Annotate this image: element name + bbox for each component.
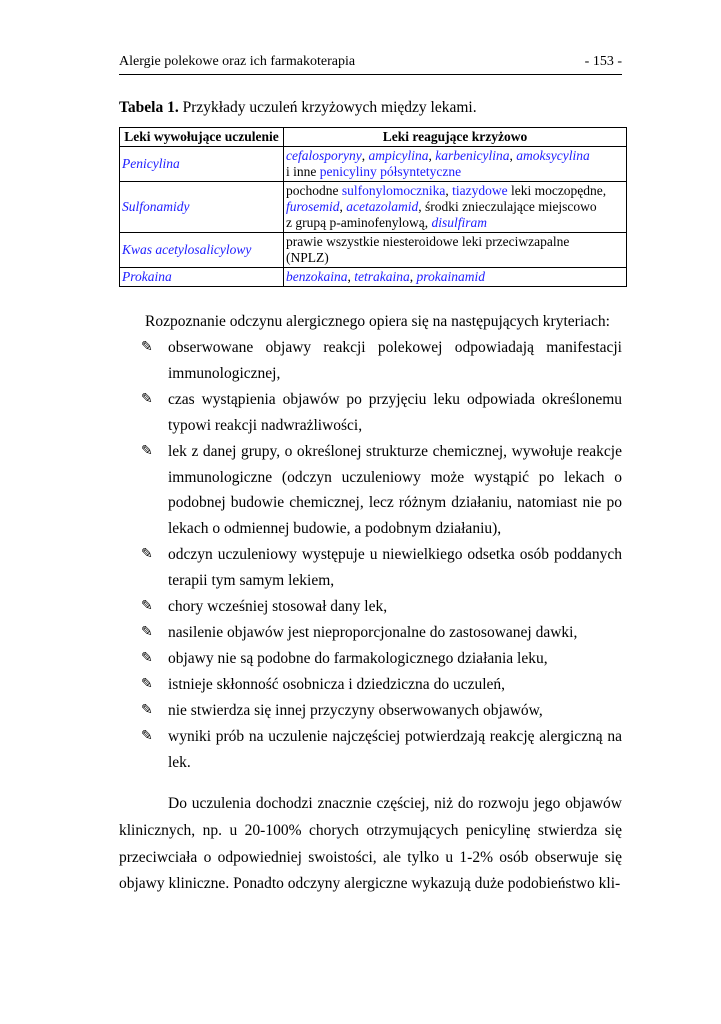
list-item xyxy=(119,672,622,698)
drug-link: tetrakaina xyxy=(354,269,410,284)
list-item xyxy=(119,594,622,620)
table-caption-text: Przykłady uczuleń krzyżowych między lekami. xyxy=(178,99,477,116)
separator: , xyxy=(428,148,436,163)
pencil-bullet-icon: ✎ xyxy=(141,390,153,407)
header-title: Alergie polekowe oraz ich farmakoterapia xyxy=(119,54,356,69)
drug-link: amoksycylina xyxy=(516,148,590,163)
drug-cell: Prokaina xyxy=(120,268,284,287)
table-caption-label: Tabela 1. xyxy=(119,99,179,116)
criterion-text: nie stwierdza się innej przyczyny obserwowanych objawów, xyxy=(168,701,543,719)
reaction-cell xyxy=(284,268,627,287)
reaction-cell xyxy=(284,233,627,268)
list-item xyxy=(119,439,622,543)
cell-text: (NPLZ) xyxy=(286,250,329,265)
table-caption xyxy=(119,99,477,117)
list-item xyxy=(119,620,622,646)
drug-link: penicyliny półsyntetyczne xyxy=(319,164,462,179)
separator: , xyxy=(445,183,453,198)
criterion-text: obserwowane objawy reakcji polekowej odpowiadają manifestacji immunologicznej, xyxy=(168,339,622,382)
list-item xyxy=(119,387,622,439)
criterion-text: objawy nie są podobne do farmakologicznego działania leku, xyxy=(168,649,548,667)
drug-link: acetazolamid xyxy=(346,199,419,214)
pencil-bullet-icon: ✎ xyxy=(141,649,153,666)
cell-text: prawie wszystkie niesteroidowe leki przeciwzapalne xyxy=(286,234,570,249)
separator: , xyxy=(409,269,417,284)
table-row xyxy=(120,268,627,287)
criterion-text: czas wystąpienia objawów po przyjęciu leku odpowiada określonemu typowi reakcji nadwrażliwości, xyxy=(168,390,622,434)
body-text xyxy=(119,308,622,913)
drug-cell: Kwas acetylosalicylowy xyxy=(120,233,284,268)
list-item xyxy=(119,698,622,724)
drug-link: tiazydowe xyxy=(452,183,508,198)
criterion-text: istnieje skłonność osobnicza i dziedziczna do uczuleń, xyxy=(168,675,506,693)
pencil-bullet-icon: ✎ xyxy=(141,442,153,459)
cell-text: , środki znieczulające miejscowo xyxy=(418,199,597,214)
criteria-list xyxy=(119,335,622,775)
criterion-text: wyniki prób na uczulenie najczęściej potwierdzają reakcję alergiczną na lek. xyxy=(168,727,622,771)
criterion-text: nasilenie objawów jest nieproporcjonalne do zastosowanej dawki, xyxy=(168,623,578,641)
separator: , xyxy=(361,148,369,163)
running-header xyxy=(119,52,622,75)
drug-link: sulfonylomocznika xyxy=(341,183,446,198)
criterion-text: chory wcześniej stosował dany lek, xyxy=(168,598,388,616)
body-paragraph: Do uczulenia dochodzi znacznie częściej, niż do rozwoju jego objawów klinicznych, np. u 20-100% chorych otrzymujących penicylinę stwierdza się przeciwciała o odpowiedniej swoistości, ale tylko u 1-2% osób obserwuje się objawy kliniczne. Ponadto odczyny alergiczne wykazują duże podobieństwo kli- xyxy=(119,795,622,893)
column-header-inducing-drugs: Leki wywołujące uczulenie xyxy=(120,128,284,147)
pencil-bullet-icon: ✎ xyxy=(141,727,153,744)
drug-cell: Sulfonamidy xyxy=(120,182,284,233)
criterion-text: lek z danej grupy, o określonej strukturze chemicznej, wywołuje reakcje immunologiczne (odczyn uczuleniowy może wystąpić po lekach o podobnej budowie chemicznej, lecz różnym działaniu, natomiast nie po lekach o odmiennej budowie, a podobnym działaniu), xyxy=(168,442,622,538)
cell-text: z grupą p-aminofenylową, xyxy=(286,215,432,230)
pencil-bullet-icon: ✎ xyxy=(141,623,153,640)
drug-link: furosemid xyxy=(286,199,340,214)
table-row xyxy=(120,182,627,233)
separator: , xyxy=(339,199,347,214)
list-item xyxy=(119,335,622,387)
table-row xyxy=(120,147,627,182)
drug-link: karbenicylina xyxy=(435,148,510,163)
page-number: - 153 - xyxy=(584,54,622,69)
cross-reaction-table xyxy=(119,127,627,287)
column-header-cross-reacting-drugs: Leki reagujące krzyżowo xyxy=(284,128,627,147)
pencil-bullet-icon: ✎ xyxy=(141,701,153,718)
cell-text: leki moczopędne, xyxy=(507,183,607,198)
pencil-bullet-icon: ✎ xyxy=(141,546,153,563)
criteria-intro: Rozpoznanie odczynu alergicznego opiera się na następujących kryteriach: xyxy=(145,313,610,330)
reaction-cell xyxy=(284,182,627,233)
drug-cell: Penicylina xyxy=(120,147,284,182)
drug-link: disulfiram xyxy=(431,215,487,230)
list-item xyxy=(119,724,622,776)
list-item xyxy=(119,646,622,672)
reaction-cell xyxy=(284,147,627,182)
drug-link: benzokaina xyxy=(286,269,348,284)
drug-link: ampicylina xyxy=(368,148,429,163)
table-header-row xyxy=(120,128,627,147)
pencil-bullet-icon: ✎ xyxy=(141,339,153,355)
separator: , xyxy=(347,269,355,284)
pencil-bullet-icon: ✎ xyxy=(141,598,153,615)
cell-text: i inne xyxy=(286,164,320,179)
drug-link: cefalosporyny xyxy=(286,148,362,163)
criterion-text: odczyn uczuleniowy występuje u niewielkiego odsetka osób poddanych terapii tym samym lekiem, xyxy=(168,546,622,590)
separator: , xyxy=(509,148,517,163)
pencil-bullet-icon: ✎ xyxy=(141,675,153,692)
cell-text: pochodne xyxy=(286,183,342,198)
list-item xyxy=(119,542,622,594)
drug-link: prokainamid xyxy=(416,269,485,284)
table-row xyxy=(120,233,627,268)
